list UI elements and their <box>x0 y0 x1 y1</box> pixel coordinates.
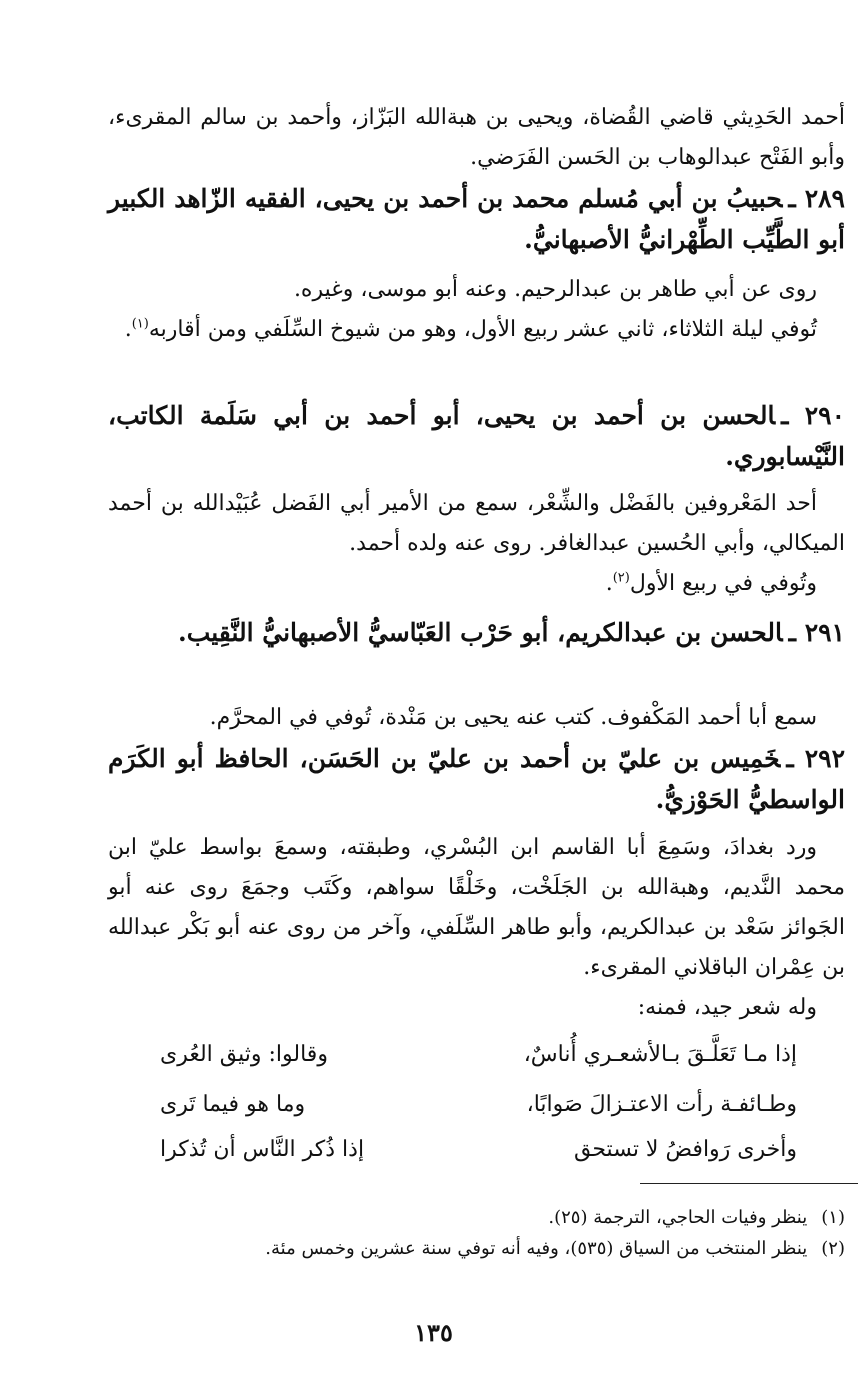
footnote-number: (١) <box>821 1207 845 1228</box>
entry-heading-290 <box>108 395 845 477</box>
footnote-1 <box>108 1204 845 1232</box>
entry-heading-292 <box>108 738 845 820</box>
verse-first-hemistich: وطـائفـة رأت الاعتـزالَ صَوابًا، <box>526 1092 797 1117</box>
entry-title: الحسن بن أحمد بن يحيى، أبو أحمد بن أبي سَلَمة الكاتب، النَّيْسابوري. <box>108 401 845 471</box>
paragraph-289-a: روى عن أبي طاهر بن عبدالرحيم. وعنه أبو موسى، وغيره. <box>293 277 817 302</box>
footnote-2 <box>108 1235 845 1263</box>
paragraph-text: وتُوفي في ربيع الأول <box>629 571 817 596</box>
footnote-divider <box>640 1183 858 1184</box>
paragraph-text: تُوفي ليلة الثلاثاء، ثاني عشر ربيع الأول، وهو من شيوخ السِّلَفي ومن أقاربه <box>148 317 817 342</box>
verse-first-hemistich: إذا مـا تَعَلَّـقَ بـالأشعـري أُناسٌ، <box>523 1042 797 1067</box>
footnote-text: ينظر وفيات الحاجي، الترجمة (٢٥). <box>548 1207 808 1228</box>
entry-title: الحسن بن عبدالكريم، أبو حَرْب العَبّاسيُّ الأصبهانيُّ النَّقِيب. <box>178 618 783 647</box>
verse-first-hemistich: وأخرى رَوافضُ لا تستحق <box>574 1137 797 1162</box>
footnote-text: ينظر المنتخب من السياق (٥٣٥)، وفيه أنه توفي سنة عشرين وخمس مئة. <box>265 1238 808 1259</box>
verse-second-hemistich: إذا ذُكر النَّاس أن تُذكرا <box>160 1137 365 1162</box>
page-number: ١٣٥ <box>414 1318 453 1347</box>
verse-line-2 <box>160 1085 797 1125</box>
footnote-ref-2[interactable]: (٢) <box>612 570 630 586</box>
paragraph-291: سمع أبا أحمد المَكْفوف. كتب عنه يحيى بن مَنْدة، تُوفي في المحرَّم. <box>209 705 817 730</box>
paragraph-290-a: أحد المَعْروفين بالفَضْل والشِّعْر، سمع من الأمير أبي الفَضل عُبَيْدالله بن أحمد الميكالي، وأبي الحُسين عبدالغافر. روى عنه ولده أحمد. <box>108 491 845 556</box>
paragraph-end: . <box>124 317 132 342</box>
verse-second-hemistich: وقالوا: وثيق العُرى <box>160 1042 328 1067</box>
paragraph-continuation: أحمد الحَدِيثي قاضي القُضاة، ويحيى بن هبةالله البَزّاز، وأحمد بن سالم المقرىء، وأبو الفَتْح عبدالوهاب بن الحَسن الفَرَضي. <box>108 105 845 170</box>
entry-heading-291 <box>108 612 845 653</box>
entry-number: ٢٩٠ ـ <box>781 401 846 430</box>
paragraph-289-b <box>108 310 845 350</box>
footnote-ref-1[interactable]: (١) <box>131 316 149 332</box>
verse-line-3 <box>160 1130 797 1170</box>
paragraph-292-b: وله شعر جيد، فمنه: <box>637 995 817 1020</box>
verse-line-1 <box>160 1035 797 1075</box>
entry-heading-289 <box>108 178 845 260</box>
entry-title: حبيبُ بن أبي مُسلم محمد بن أحمد بن يحيى، الفقيه الزّاهد الكبير أبو الطَّيِّب الطِّهْرانيُّ الأصبهانيُّ. <box>108 184 845 254</box>
footnote-number: (٢) <box>821 1238 845 1259</box>
paragraph-290-b <box>108 564 845 604</box>
paragraph-end: . <box>605 571 613 596</box>
entry-title: خَمِيس بن عليّ بن أحمد بن عليّ بن الحَسَن، الحافظ أبو الكَرَم الواسطيُّ الحَوْزيُّ. <box>108 744 845 814</box>
verse-second-hemistich: وما هو فيما تَرى <box>160 1092 306 1117</box>
paragraph-292-a: ورد بغدادَ، وسَمِعَ أبا القاسم ابن البُسْري، وطبقته، وسمعَ بواسط عليّ ابن محمد النَّديم، وهبةالله بن الجَلَخْت، وخَلْقًا سواهم، وكَتَب وجمَعَ روى عنه أبو الجَوائز سَعْد بن عبدالكريم، وأبو طاهر السِّلَفي، وآخر من روى عنه أبو بَكْر عبدالله بن عِمْران الباقلاني المقرىء. <box>108 835 845 980</box>
entry-number: ٢٩٢ ـ <box>786 744 846 773</box>
entry-number: ٢٨٩ ـ <box>788 184 845 213</box>
entry-number: ٢٩١ ـ <box>788 618 845 647</box>
